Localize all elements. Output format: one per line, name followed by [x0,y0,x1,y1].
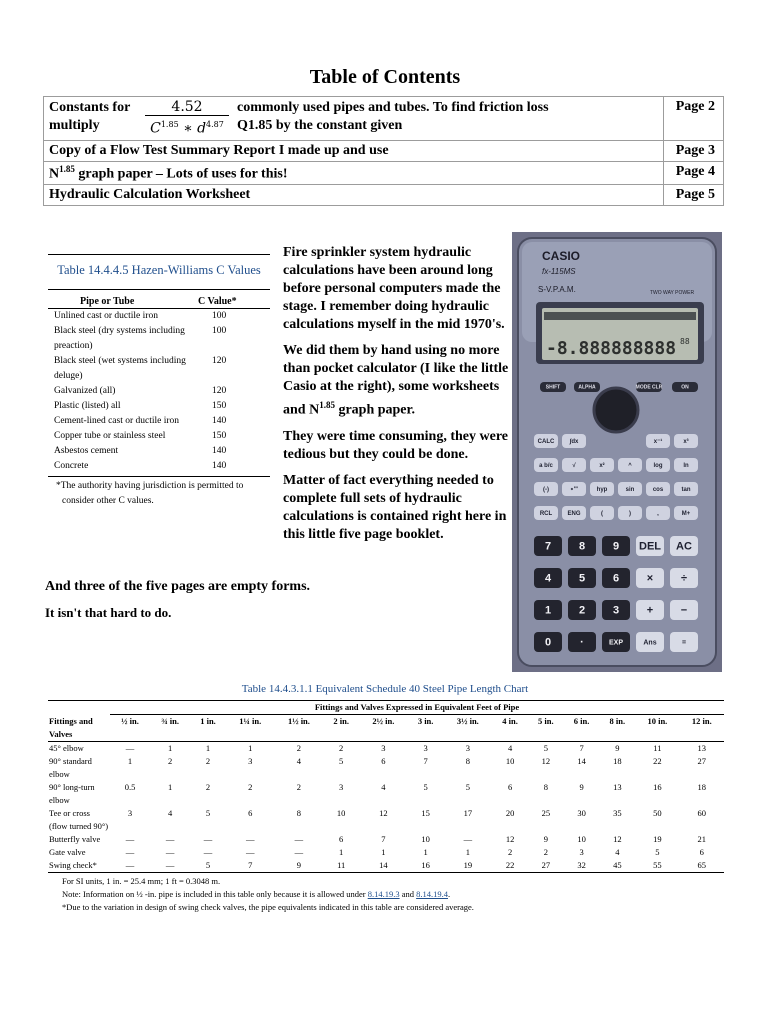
equivalent-length-cell: 2 [296,781,302,792]
calc-key-label: 4 [544,572,552,585]
equivalent-length-cell: 7 [423,755,428,766]
equivalent-length-cell: 11 [653,742,662,753]
size-header: ½ in. [110,715,150,742]
note-half-inch [62,888,724,901]
calc-key-label: x² [599,463,605,469]
calc-key-label: ) [629,511,631,517]
equivalent-length-cell: 4 [507,742,513,753]
equivalent-length-cell: 8 [543,781,548,792]
size-header: 4 in. [492,715,528,742]
equivalent-length-cell: 6 [248,807,253,818]
calc-model: fx-115MS [542,267,576,276]
calc-key-label: CALC [537,439,555,445]
calc-key-label: 9 [612,540,620,553]
calc-key-label: x⁻¹ [653,439,663,445]
calc-key-label: ln [683,463,689,469]
equivalent-length-cell: — [463,833,473,844]
size-header: 3 in. [408,715,444,742]
equivalent-length-cell: 1 [381,846,386,857]
equivalent-length-cell: 11 [323,859,359,873]
equivalent-length-cell: 10 [336,807,346,818]
equivalent-length-table [48,700,724,914]
equivalent-length-cell: 3 [339,781,344,792]
calc-key-label: ENG [567,511,581,517]
equivalent-length-cell: 3 [465,742,470,753]
size-header: 2½ in. [359,715,408,742]
equivalent-length-cell: 0.5 [124,781,136,792]
size-header: 10 in. [635,715,679,742]
equivalent-length-cell: 7 [381,833,386,844]
calc-key-label: ∘'" [569,487,579,493]
equivalent-length-cell: — [245,846,255,857]
equivalent-length-cell: 9 [579,781,584,792]
calc-key-label: 6 [612,572,620,585]
equivalent-length-cell: — [150,859,190,873]
equivalent-length-cell: 3 [579,846,584,857]
formula-numerator: 4.52 [145,99,229,116]
equivalent-length-cell: 16 [408,859,444,873]
not-hard-note: It isn't that hard to do. [45,605,172,620]
fitting-name: Tee or cross (flow turned 90°) [49,807,109,831]
paragraph: They were time consuming, they were tedious but they could be done. [283,428,508,462]
fitting-name: 45° elbow [49,742,84,753]
toc-entry: Copy of a Flow Test Summary Report I made up and use [44,140,664,161]
calc-key-label: tan [681,487,691,493]
fitting-name: 90° long-turn elbow [49,781,95,805]
equivalent-length-cell: 12 [379,807,388,818]
calc-series: S-V.P.A.M. [538,285,576,294]
col-pipe-header: Pipe or Tube [80,296,135,307]
equivalent-length-cell: 14 [359,859,408,873]
note-swing-check: *Due to the variation in design of swing check valves, the pipe equivalents indicated in this table are considered average. [62,901,474,912]
equivalent-length-cell: 60 [697,807,707,818]
equivalent-length-cell: — [125,742,135,753]
equivalent-length-cell: 3 [127,807,133,818]
calc-key-label: 1 [544,604,552,617]
equivalent-length-cell: 14 [577,755,586,766]
equivalent-length-cell: 4 [167,807,173,818]
equivalent-length-cell: 6 [699,846,704,857]
pipe-material: Plastic (listed) all [54,401,121,411]
hazen-williams-title: Table 14.4.4.5 Hazen-Williams C Values [48,255,270,290]
equivalent-length-cell: 5 [655,846,660,857]
equivalent-length-cell: — [203,846,213,857]
equivalent-length-cell: — [294,833,304,844]
paragraph [283,342,511,420]
c-value: 150 [212,401,227,411]
calc-key-label: cos [652,487,664,493]
pipe-material: Cement-lined cast or ductile iron [54,416,180,426]
hazen-williams-note: *The authority having jurisdiction is permitted to consider other C values. [56,481,244,506]
pipe-material: Asbestos cement [54,446,119,456]
equivalent-length-cell: 1 [127,755,133,766]
size-header: 1¼ in. [226,715,275,742]
equivalent-length-cell: 6 [381,755,386,766]
equivalent-notes [48,873,724,914]
calc-display: -8.888888888 [546,338,677,359]
c-value: 140 [212,461,227,471]
equivalent-length-cell: 6 [507,781,513,792]
table-row [48,781,724,807]
paragraph: Fire sprinkler system hydraulic calculations have been around long before personal computers made the stage. I remember doing hydraulic calculations myself in the mid 1970's. [283,245,505,332]
hazen-williams-header [48,290,270,309]
equivalent-length-cell: 8 [296,807,302,818]
equivalent-length-cell: 12 [613,833,622,844]
calc-key-label: √ [572,463,576,469]
calc-key-label: RCL [539,511,553,517]
equivalent-length-cell: 3 [423,742,428,753]
toc-row [44,161,724,185]
hazen-row [48,459,270,474]
equivalent-length-cell: 12 [541,755,551,766]
note-text: . [447,888,451,899]
equivalent-length-cell: 3 [248,755,253,766]
calc-key-label: ^ [628,463,632,469]
calc-key-label: 3 [612,604,620,617]
size-header-row [48,715,724,742]
toc-row [44,140,724,161]
equivalent-length-cell: 2 [543,846,548,857]
calc-key-label: hyp [596,487,608,493]
calc-key-label: log [653,463,663,469]
equivalent-length-cell: 3 [381,742,386,753]
hazen-row [48,384,270,399]
equivalent-length-cell: — [245,833,255,844]
paragraph-text: We did them by hand using no more than pocket calculator (I like the little Casio at the right), some worksheets and N [283,343,509,418]
col-c-header: C Value* [198,296,237,307]
equivalent-length-cell: 10 [505,755,515,766]
equivalent-length-cell: — [125,833,135,844]
equivalent-length-cell: 7 [226,859,275,873]
equivalent-length-cell: 13 [613,781,622,792]
equivalent-length-cell: 10 [421,833,430,844]
hazen-row [48,429,270,444]
toc-page: Page 5 [664,185,724,206]
calc-replay-pad [594,388,638,432]
size-header: 1 in. [190,715,226,742]
equivalent-length-cell: 5 [423,781,428,792]
pipe-material: Black steel (wet systems including deluge) [54,356,186,381]
toc-exp: 1.85 [59,163,75,174]
hazen-row [48,444,270,459]
equivalent-length-cell: 5 [205,807,211,818]
calc-key-label: · [580,636,584,649]
hazen-row [48,354,270,384]
fittings-header: Fittings and Valves [48,715,110,742]
equivalent-length-cell: 27 [697,755,707,766]
equivalent-length-title: Table 14.4.3.1.1 Equivalent Schedule 40 Steel Pipe Length Chart [241,683,529,695]
equivalent-length-cell: 19 [443,859,492,873]
calc-power: TWO WAY POWER [650,290,695,296]
paragraph-exp: 1.85 [319,400,335,410]
equivalent-length-cell: 22 [492,859,528,873]
fitting-name: 90° standard elbow [49,755,92,779]
calc-key-label: sin [625,487,635,493]
equivalent-length-cell: 1 [465,846,470,857]
equivalent-length-cell: 9 [615,742,620,753]
calc-brand: CASIO [542,249,581,263]
calc-key-label: M+ [681,511,691,517]
ref-link[interactable]: 8.14.19.4 [416,888,448,899]
equivalent-length-cell: 9 [275,859,324,873]
hazen-row [48,414,270,429]
calc-key-label: , [657,511,659,517]
page-title: Table of Contents [309,66,461,88]
equivalent-length-cell: 16 [653,781,662,792]
equivalent-length-cell: 1 [205,742,211,753]
equivalent-length-cell: 17 [463,807,473,818]
equivalent-length-cell: 55 [635,859,679,873]
intro-text [283,244,511,552]
equivalent-length-cell: 50 [653,807,662,818]
note-si: For SI units, 1 in. = 25.4 mm; 1 ft = 0.3048 m. [62,875,221,886]
equivalent-length-cell: 25 [541,807,551,818]
equivalent-length-cell: 2 [296,742,302,753]
c-value: 150 [212,431,227,441]
toc-page: Page 4 [664,161,724,185]
size-header: 12 in. [680,715,724,742]
calc-key-label: a b/c [539,463,553,469]
calc-key-label: (-) [543,487,549,493]
size-header: ¾ in. [150,715,190,742]
formula-c: C [150,120,161,137]
equivalent-length-cell: 35 [613,807,622,818]
toc-label: Constants for multiply [49,100,131,133]
calc-key-label: x³ [683,439,689,445]
size-header: 1½ in. [275,715,324,742]
calc-key-label: = [681,639,687,647]
size-header: 5 in. [528,715,564,742]
pipe-material: Galvanized (all) [54,386,116,396]
equivalent-length-cell: 20 [505,807,515,818]
size-header: 3½ in. [443,715,492,742]
formula-d-exp: 4.87 [206,120,224,129]
calc-key-label: DEL [639,540,661,553]
c-value: 100 [212,311,227,321]
pipe-material: Concrete [54,461,89,471]
table-row [48,833,724,846]
calc-key-label: 7 [544,540,552,553]
pipe-material: Unlined cast or ductile iron [54,311,158,321]
calculator-photo [512,232,722,672]
equivalent-length-cell: 21 [697,833,707,844]
c-value: 120 [212,386,227,396]
equivalent-length-cell: 2 [339,742,344,753]
equivalent-length-cell: 4 [615,846,620,857]
toc-row [44,97,724,141]
toc-entry [44,97,664,141]
super-header-row [48,701,724,715]
empty-forms-note: And three of the five pages are empty forms. [45,579,311,594]
equivalent-length-cell: 32 [564,859,600,873]
calc-key-label: EXP [608,639,624,647]
hazen-row [48,324,270,354]
formula-c-exp: 1.85 [160,120,179,129]
equivalent-length-cell: 9 [543,833,548,844]
equivalent-length-cell: 2 [205,755,211,766]
equivalent-length-cell: 1 [339,846,344,857]
calc-key-label: ALPHA [578,384,596,391]
c-value: 100 [212,326,227,336]
toc-table [43,96,724,206]
calc-key-label: − [680,604,688,617]
calc-key-label: + [646,604,654,617]
table-row [48,859,724,873]
calc-key-label: ÷ [680,572,688,585]
formula-denominator [145,116,229,138]
equivalent-length-cell: — [203,833,213,844]
calc-exp-display: 88 [680,337,690,346]
formula-mult: ∗ [178,120,198,137]
toc-entry: Hydraulic Calculation Worksheet [44,185,664,206]
equivalent-length-cell: 2 [507,846,513,857]
equivalent-length-cell: 1 [167,781,173,792]
toc-text-n: N [49,166,60,182]
calc-key-label: 8 [578,540,586,553]
equivalent-length-cell: 65 [680,859,724,873]
hazen-row [48,399,270,414]
ref-link[interactable]: 8.14.19.3 [367,888,400,899]
equivalent-length-cell: 2 [248,781,253,792]
equivalent-length-cell: 10 [577,833,586,844]
equivalent-length-cell: 2 [167,755,173,766]
pipe-material: Black steel (dry systems including preaction) [54,326,185,351]
fitting-name: Butterfly valve [49,833,101,844]
equivalent-length-cell: 13 [697,742,707,753]
equivalent-length-cell: — [165,833,175,844]
equivalent-length-cell: 12 [505,833,515,844]
size-header: 2 in. [323,715,359,742]
size-header: 6 in. [564,715,600,742]
calc-key-label: ∫dx [569,439,579,445]
fitting-name: Gate valve [49,846,86,857]
equivalent-length-cell: — [294,846,304,857]
equivalent-length-cell: 18 [697,781,707,792]
hazen-williams-table [48,254,270,509]
table-row [48,755,724,781]
c-value: 120 [212,356,227,366]
calc-key-label: ON [681,384,689,391]
calc-key-label: 5 [578,572,586,585]
calc-key-label: 0 [544,636,552,649]
equivalent-length-cell: 30 [577,807,586,818]
super-header: Fittings and Valves Expressed in Equivalent Feet of Pipe [110,701,724,715]
table-row [48,846,724,859]
equivalent-length-cell: 5 [339,755,344,766]
calc-key-label: × [646,572,654,585]
table-row [48,807,724,833]
pipe-material: Copper tube or stainless steel [54,431,166,441]
fitting-name: Swing check* [48,859,110,873]
table-row [48,741,724,755]
equivalent-length-cell: — [125,846,135,857]
calc-key-label: SHIFT [545,384,561,391]
equivalent-length-cell: 6 [339,833,344,844]
paragraph-text: graph paper. [334,402,415,418]
equivalent-length-cell: 18 [613,755,622,766]
equivalent-length-cell: 1 [167,742,173,753]
calc-key-label: AC [676,540,692,553]
note-text: Note: Information on ½ -in. pipe is included in this table only because it is allowed under [62,888,368,899]
calc-key-label: 2 [578,604,586,617]
equivalent-length-cell: 19 [653,833,662,844]
equivalent-length-cell: 4 [296,755,302,766]
c-value: 140 [212,416,227,426]
equivalent-length-cell: 5 [543,742,548,753]
paragraph: Matter of fact everything needed to complete full sets of hydraulic calculations is contained right here in this little five page booklet. [283,472,507,542]
equivalent-length-cell: 5 [190,859,226,873]
equivalent-length-cell: 7 [579,742,584,753]
equivalent-length-cell: 1 [248,742,253,753]
equivalent-length-cell: — [165,846,175,857]
toc-text-rest: graph paper – Lots of uses for this! [74,166,288,182]
size-header: 8 in. [599,715,635,742]
calc-key-label: Ans [643,639,657,647]
toc-text [237,99,658,135]
equivalent-length-cell: 8 [465,755,470,766]
equivalent-length-cell: — [110,859,150,873]
equivalent-length-cell: 1 [423,846,428,857]
equivalent-length-cell: 5 [465,781,470,792]
calc-key-label: ( [601,511,603,517]
toc-text-line: Q1.85 by the constant given [237,118,403,133]
equivalent-length-cell: 27 [528,859,564,873]
equivalent-length-cell: 2 [205,781,211,792]
note-text: and [399,888,417,899]
hazen-row [48,309,270,324]
equivalent-length-cell: 45 [599,859,635,873]
toc-page: Page 2 [664,97,724,141]
formula-d: d [197,120,207,137]
toc-page: Page 3 [664,140,724,161]
toc-text-line: commonly used pipes and tubes. To find friction loss [237,100,549,115]
equivalent-length-cell: 22 [653,755,662,766]
calc-key-label: MODE CLR [635,384,663,391]
friction-formula [145,99,229,138]
equivalent-length-cell: 15 [421,807,430,818]
c-value: 140 [212,446,227,456]
toc-row [44,185,724,206]
toc-entry [44,161,664,185]
hazen-williams-rows [48,309,270,477]
equivalent-length-cell: 4 [381,781,386,792]
